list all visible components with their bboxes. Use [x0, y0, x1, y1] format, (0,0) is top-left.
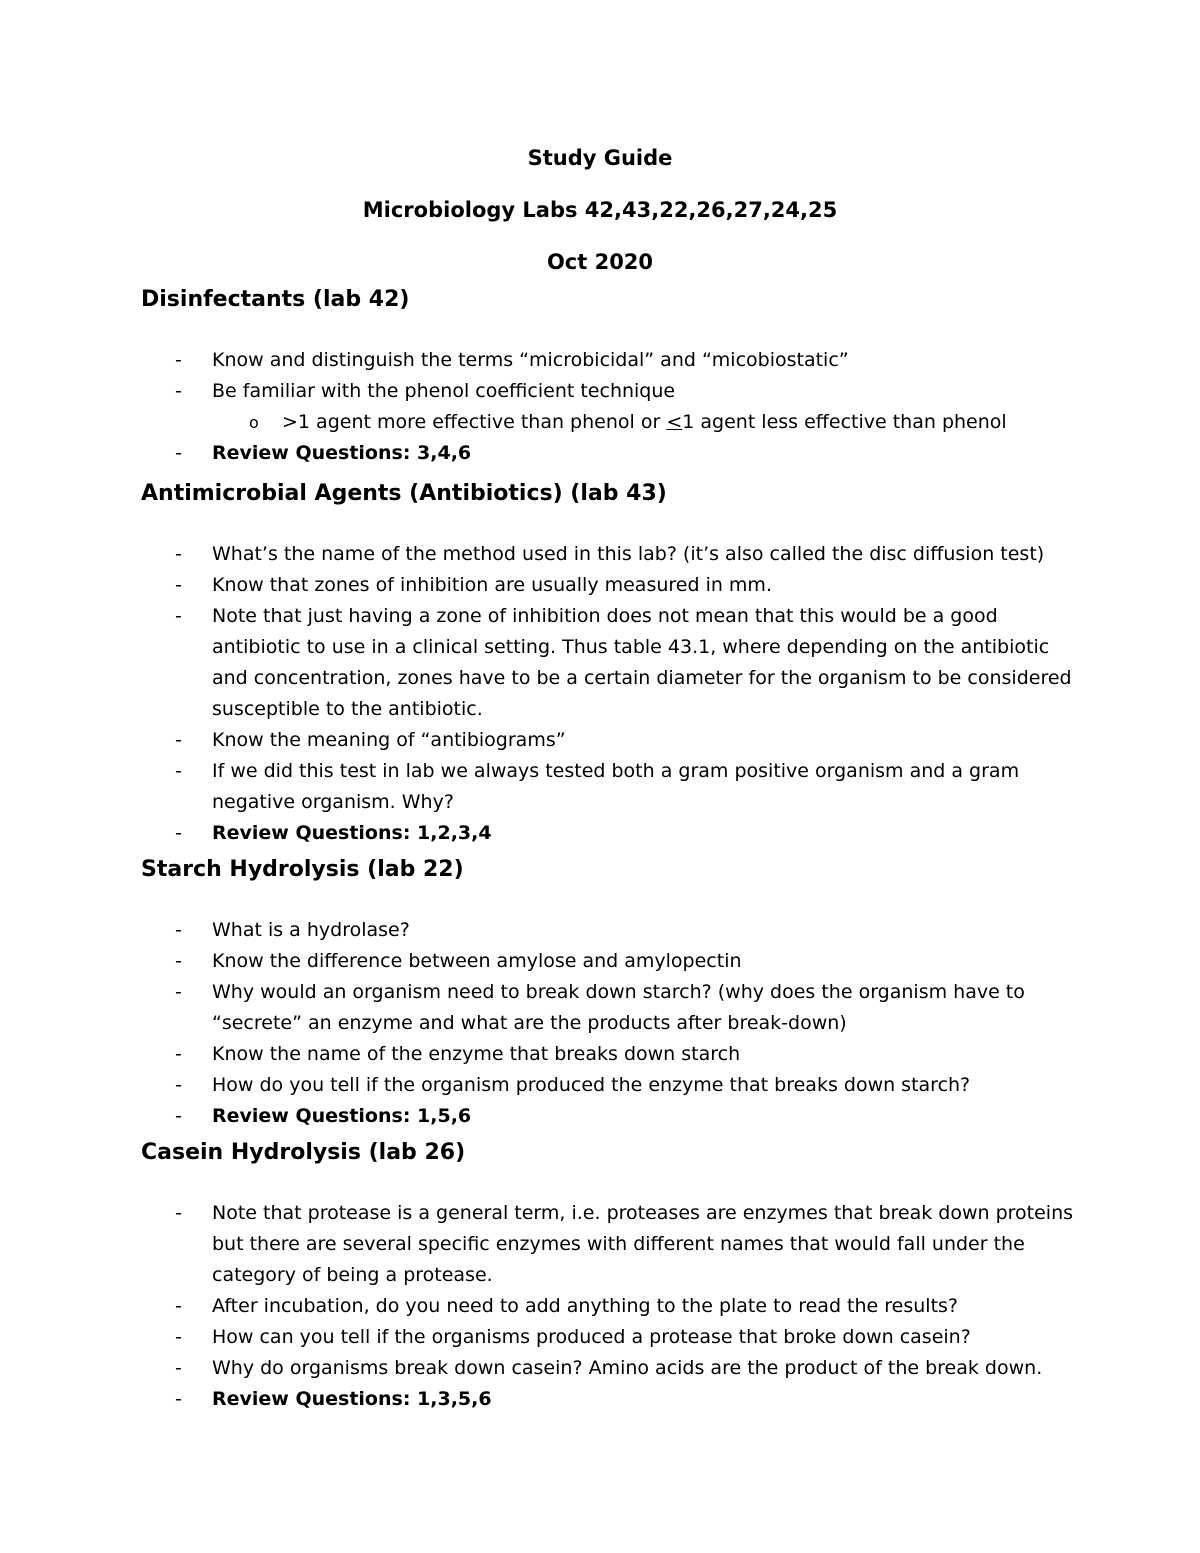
list-item: - Know the difference between amylose and amylopectin: [141, 946, 1081, 977]
bullet-list: [141, 1198, 1081, 1415]
list-item: - Know that zones of inhibition are usually measured in mm.: [141, 570, 1081, 601]
dash-bullet: -: [175, 981, 182, 1003]
section-casein-hydrolysis: [141, 1140, 1081, 1415]
dash-bullet: -: [175, 1105, 182, 1127]
dash-bullet: -: [175, 950, 182, 972]
document-title: Study Guide: [527, 146, 673, 170]
review-questions: - Review Questions: 1,2,3,4: [141, 818, 1081, 849]
circle-bullet: o: [249, 413, 259, 432]
list-item: - What’s the name of the method used in this lab? (it’s also called the disc diffusion test): [141, 539, 1081, 570]
bullet-list: [141, 539, 1081, 849]
section-heading: Antimicrobial Agents (Antibiotics) (lab 43): [141, 481, 667, 506]
document-subtitle: Microbiology Labs 42,43,22,26,27,24,25: [362, 198, 838, 222]
dash-bullet: -: [175, 543, 182, 565]
section-heading: Starch Hydrolysis (lab 22): [141, 857, 464, 882]
section-heading: Casein Hydrolysis (lab 26): [141, 1140, 466, 1165]
list-item: - How can you tell if the organisms produced a protease that broke down casein?: [141, 1322, 1081, 1353]
dash-bullet: -: [175, 729, 182, 751]
less-equal-sign: <: [666, 411, 683, 433]
bullet-list: [141, 345, 1081, 469]
dash-bullet: -: [175, 605, 182, 627]
dash-bullet: -: [175, 822, 182, 844]
list-item: - Know and distinguish the terms “microbicidal” and “micobiostatic”: [141, 345, 1081, 376]
review-questions: - Review Questions: 1,3,5,6: [141, 1384, 1081, 1415]
list-item: - How do you tell if the organism produced the enzyme that breaks down starch?: [141, 1070, 1081, 1101]
list-item: - Be familiar with the phenol coefficient technique: [141, 376, 1081, 407]
document-date: Oct 2020: [546, 250, 654, 274]
list-item: - If we did this test in lab we always tested both a gram positive organism and a gram negative organism. Why?: [141, 756, 1081, 818]
dash-bullet: -: [175, 1074, 182, 1096]
bullet-list: [141, 915, 1081, 1132]
dash-bullet: -: [175, 1202, 182, 1224]
review-questions: - Review Questions: 1,5,6: [141, 1101, 1081, 1132]
dash-bullet: -: [175, 380, 182, 402]
dash-bullet: -: [175, 1388, 182, 1410]
dash-bullet: -: [175, 1326, 182, 1348]
dash-bullet: -: [175, 1043, 182, 1065]
list-item: - What is a hydrolase?: [141, 915, 1081, 946]
list-item: - Why do organisms break down casein? Amino acids are the product of the break down.: [141, 1353, 1081, 1384]
dash-bullet: -: [175, 1357, 182, 1379]
section-starch-hydrolysis: [141, 857, 1081, 1132]
section-disinfectants: [141, 287, 1081, 469]
review-questions: - Review Questions: 3,4,6: [141, 438, 1081, 469]
dash-bullet: -: [175, 349, 182, 371]
dash-bullet: -: [175, 442, 182, 464]
section-heading: Disinfectants (lab 42): [141, 287, 410, 312]
list-item: - Note that protease is a general term, i.e. proteases are enzymes that break down proteins but there are several specific enzymes with different names that would fall under the category of being a protease.: [141, 1198, 1081, 1291]
list-item: - Why would an organism need to break down starch? (why does the organism have to “secrete” an enzyme and what are the products after break-down): [141, 977, 1081, 1039]
dash-bullet: -: [175, 760, 182, 782]
list-item: - After incubation, do you need to add anything to the plate to read the results?: [141, 1291, 1081, 1322]
sub-list-item: o >1 agent more effective than phenol or <1 agent less effective than phenol: [141, 407, 1081, 438]
list-item: - Know the meaning of “antibiograms”: [141, 725, 1081, 756]
dash-bullet: -: [175, 1295, 182, 1317]
section-antimicrobial-agents: [141, 481, 1081, 849]
list-item: - Note that just having a zone of inhibition does not mean that this would be a good antibiotic to use in a clinical setting. Thus table 43.1, where depending on the antibiotic and concentration, zones have to be a certain diameter for the organism to be considered susceptible to the antibiotic.: [141, 601, 1081, 725]
dash-bullet: -: [175, 574, 182, 596]
dash-bullet: -: [175, 919, 182, 941]
list-item: - Know the name of the enzyme that breaks down starch: [141, 1039, 1081, 1070]
